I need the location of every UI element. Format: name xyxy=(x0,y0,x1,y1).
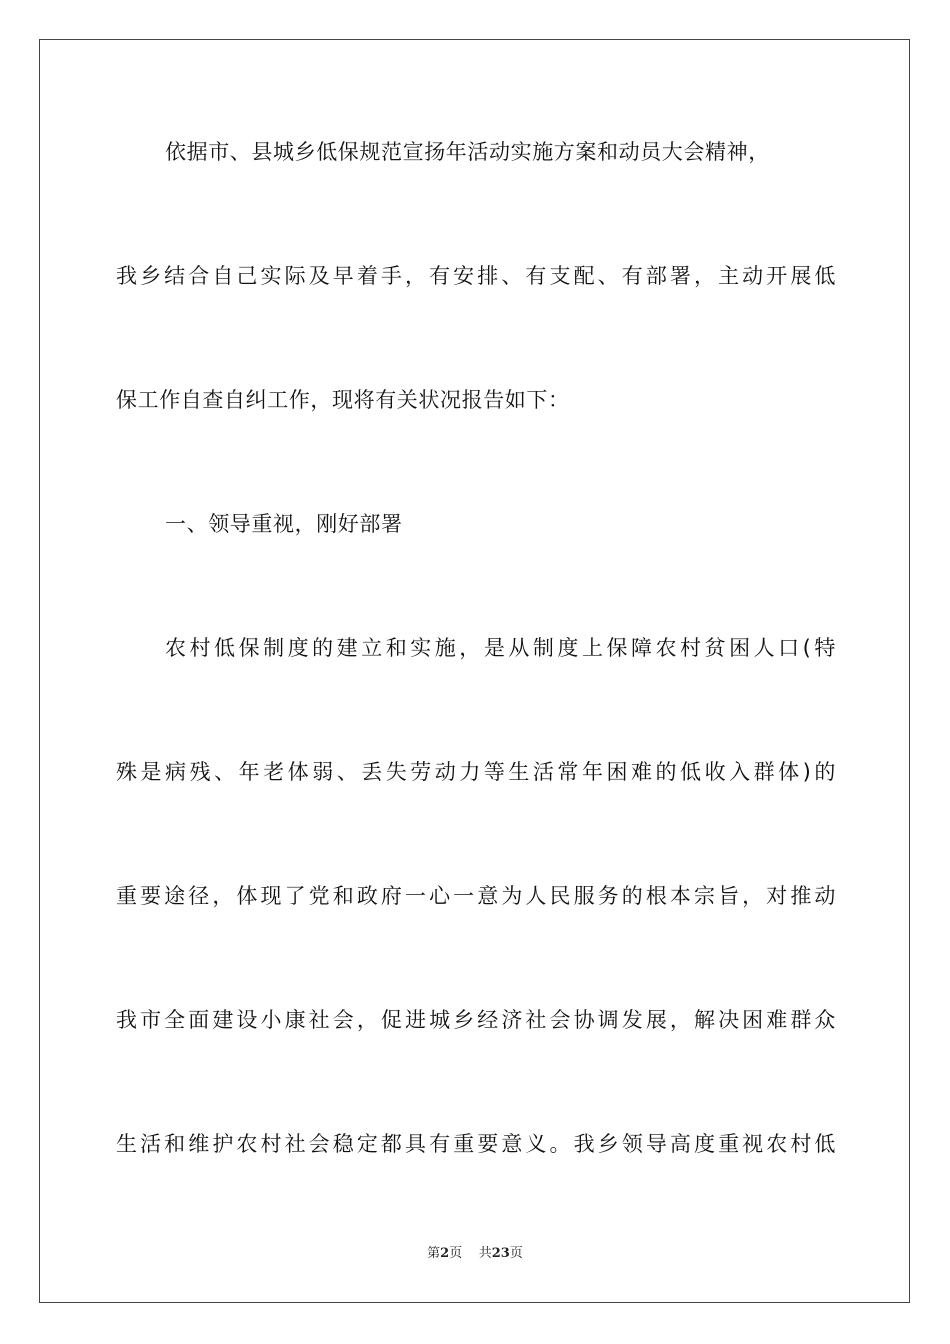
body-line-4: 农村低保制度的建立和实施，是从制度上保障农村贫困人口(特 xyxy=(165,636,836,660)
section-heading: 一、领导重视，刚好部署 xyxy=(165,512,403,536)
body-line-6: 重要途径，体现了党和政府一心一意为人民服务的根本宗旨，对推动 xyxy=(116,884,836,908)
body-line-7: 我市全面建设小康社会，促进城乡经济社会协调发展，解决困难群众 xyxy=(116,1008,836,1032)
page-suffix: 页 xyxy=(449,1246,463,1261)
page-number: 2 xyxy=(440,1246,450,1261)
body-line-8: 生活和维护农村社会稳定都具有重要意义。我乡领导高度重视农村低 xyxy=(116,1132,836,1156)
page-border xyxy=(39,39,910,1303)
body-line-2: 我乡结合自己实际及早着手，有安排、有支配、有部署，主动开展低 xyxy=(116,264,836,288)
page-prefix: 第 xyxy=(427,1246,441,1261)
page-footer xyxy=(0,1245,950,1263)
total-suffix: 页 xyxy=(509,1246,523,1261)
body-line-5: 殊是病残、年老体弱、丢失劳动力等生活常年困难的低收入群体)的 xyxy=(116,760,836,784)
body-line-3: 保工作自查自纠工作，现将有关状况报告如下： xyxy=(116,388,570,412)
total-pages: 23 xyxy=(491,1246,510,1261)
body-line-1: 依据市、县城乡低保规范宣扬年活动实施方案和动员大会精神， xyxy=(165,140,770,164)
total-prefix: 共 xyxy=(478,1246,492,1261)
